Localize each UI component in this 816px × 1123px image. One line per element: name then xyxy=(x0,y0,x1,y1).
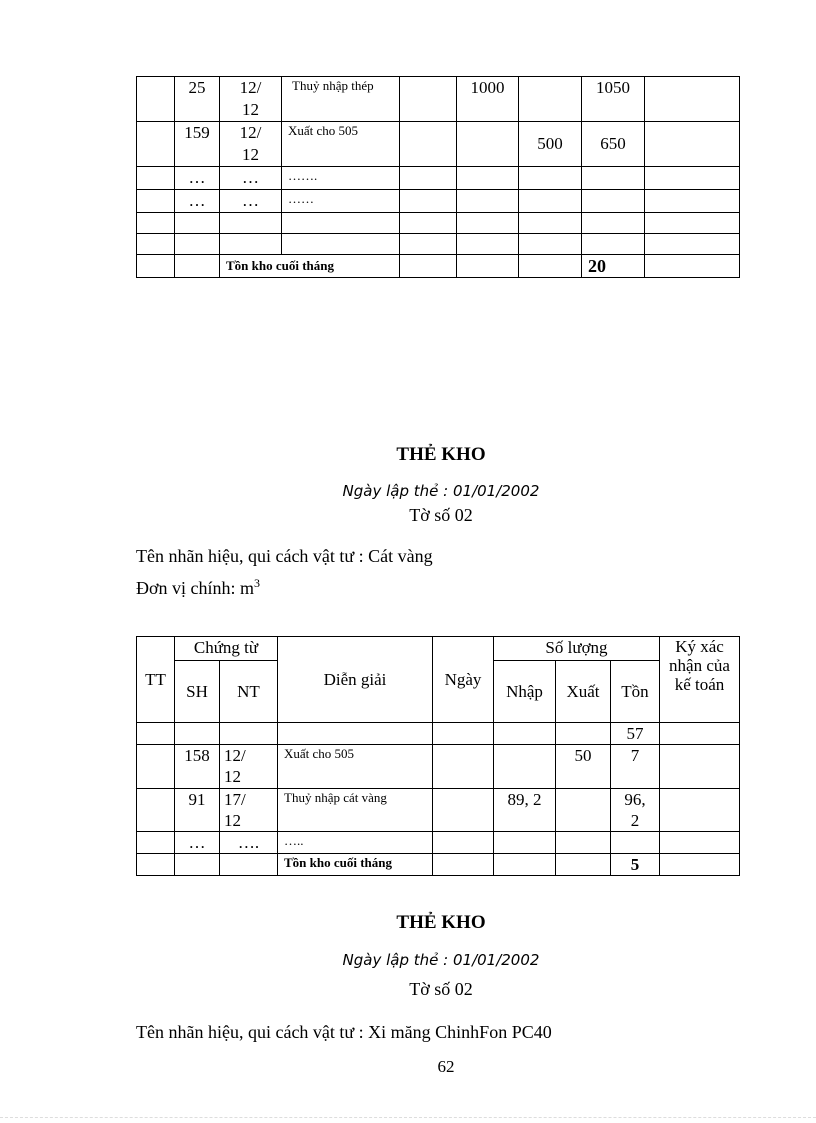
stock-card-table-1 xyxy=(136,76,740,278)
material-name: Tên nhãn hiệu, qui cách vật tư : Xi măng ChinhFon PC40 xyxy=(136,1022,552,1042)
card-date: Ngày lập thẻ : 01/01/2002 xyxy=(342,482,540,500)
ton-cell: 96, 2 xyxy=(611,789,660,832)
table-row xyxy=(137,77,740,122)
nhap-cell xyxy=(457,122,519,167)
chung-tu-header: Chứng từ xyxy=(175,637,278,661)
nhap-header: Nhập xyxy=(494,661,556,723)
sh-cell: … xyxy=(175,190,220,213)
desc-cell: Thuỷ nhập cát vàng xyxy=(278,789,433,832)
card-date: Ngày lập thẻ : 01/01/2002 xyxy=(342,951,540,969)
desc-cell: Thuỷ nhập thép xyxy=(282,77,400,122)
sh-header: SH xyxy=(175,661,220,723)
unit-label: Đơn vị chính: m xyxy=(136,578,255,598)
page-bottom-border xyxy=(0,1117,816,1118)
stock-card-table-2 xyxy=(136,636,740,876)
table-row xyxy=(137,122,740,167)
xuat-cell xyxy=(556,789,611,832)
tt-header: TT xyxy=(137,637,175,723)
sh-cell: 158 xyxy=(175,745,220,789)
desc-cell: ……. xyxy=(282,167,400,190)
total-value: 5 xyxy=(611,854,660,876)
ngay-header: Ngày xyxy=(433,637,494,723)
nt-header: NT xyxy=(220,661,278,723)
header-row xyxy=(137,637,740,661)
total-label: Tồn kho cuối tháng xyxy=(278,854,433,876)
card-title: THẺ KHO xyxy=(396,912,486,933)
table-row xyxy=(137,832,740,854)
nt-cell: … xyxy=(220,167,282,190)
desc-cell: …… xyxy=(282,190,400,213)
sh-cell: 25 xyxy=(175,77,220,122)
table-row xyxy=(137,789,740,832)
sh-cell: … xyxy=(175,832,220,854)
dien-giai-header: Diễn giải xyxy=(278,637,433,723)
sheet-number: Tờ số 02 xyxy=(409,979,473,999)
material-name: Tên nhãn hiệu, qui cách vật tư : Cát vàng xyxy=(136,546,433,566)
nhap-cell: 1000 xyxy=(457,77,519,122)
table-row xyxy=(137,190,740,213)
sh-cell: 91 xyxy=(175,789,220,832)
total-row xyxy=(137,255,740,278)
ton-cell: 650 xyxy=(582,122,645,167)
table-row xyxy=(137,234,740,255)
desc-cell: ….. xyxy=(278,832,433,854)
so-luong-header: Số lượng xyxy=(494,637,660,661)
xuat-cell: 50 xyxy=(556,745,611,789)
nt-cell: 17/ 12 xyxy=(220,789,278,832)
nt-cell: 12/ 12 xyxy=(220,745,278,789)
total-label: Tồn kho cuối tháng xyxy=(220,255,400,278)
page-number: 62 xyxy=(437,1057,455,1076)
nt-cell: …. xyxy=(220,832,278,854)
card-title: THẺ KHO xyxy=(396,444,486,465)
sh-cell: … xyxy=(175,167,220,190)
desc-cell: Xuất cho 505 xyxy=(278,745,433,789)
table-row xyxy=(137,213,740,234)
xuat-header: Xuất xyxy=(556,661,611,723)
xuat-cell xyxy=(519,77,582,122)
sheet-number: Tờ số 02 xyxy=(409,505,473,525)
total-value: 20 xyxy=(582,255,645,278)
total-row xyxy=(137,854,740,876)
ky-header: Ký xác nhận của kế toán xyxy=(660,637,740,723)
unit-line xyxy=(136,576,260,599)
nt-cell: 12/ 12 xyxy=(220,77,282,122)
ton-header: Tồn xyxy=(611,661,660,723)
xuat-cell: 500 xyxy=(519,122,582,167)
nt-cell: 12/ 12 xyxy=(220,122,282,167)
ton-cell: 1050 xyxy=(582,77,645,122)
desc-cell: Xuất cho 505 xyxy=(282,122,400,167)
table-row xyxy=(137,167,740,190)
nt-cell: … xyxy=(220,190,282,213)
unit-superscript: 3 xyxy=(254,576,261,590)
nhap-cell: 89, 2 xyxy=(494,789,556,832)
opening-ton: 57 xyxy=(611,723,660,745)
ton-cell: 7 xyxy=(611,745,660,789)
nhap-cell xyxy=(494,745,556,789)
table-row xyxy=(137,723,740,745)
table-row xyxy=(137,745,740,789)
sh-cell: 159 xyxy=(175,122,220,167)
